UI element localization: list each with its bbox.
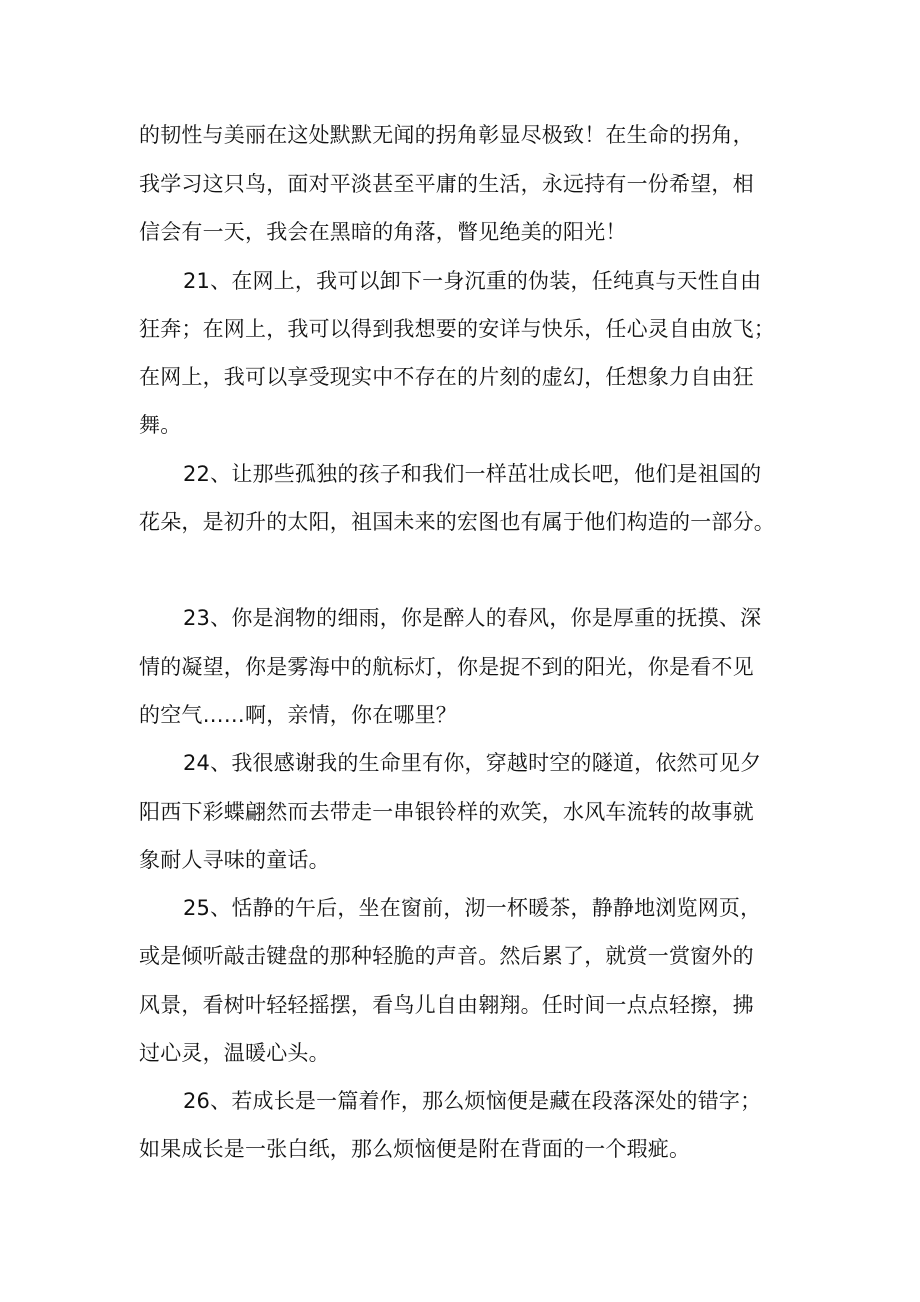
text-line: 或是倾听敲击键盘的那种轻脆的声音。然后累了，就赏一赏窗外的 bbox=[139, 944, 754, 968]
paragraph-25-line: 25、恬静的午后，坐在窗前，沏一杯暖茶，静静地浏览网页， bbox=[183, 896, 762, 920]
paragraph-26-line: 26、若成长是一篇着作，那么烦恼便是藏在段落深处的错字； bbox=[183, 1089, 762, 1113]
paragraph-23-line: 23、你是润物的细雨，你是醉人的春风，你是厚重的抚摸、深 bbox=[183, 606, 762, 630]
text-line: 情的凝望，你是雾海中的航标灯，你是捉不到的阳光，你是看不见 bbox=[139, 655, 754, 679]
paragraph-21-line: 21、在网上，我可以卸下一身沉重的伪装，任纯真与天性自由 bbox=[183, 269, 762, 293]
text-line: 风景，看树叶轻轻摇摆，看鸟儿自由翱翔。任时间一点点轻擦，拂 bbox=[139, 993, 754, 1017]
text-line: 如果成长是一张白纸，那么烦恼便是附在背面的一个瑕疵。 bbox=[139, 1137, 691, 1161]
paragraph-22-line: 22、让那些孤独的孩子和我们一样茁壮成长吧，他们是祖国的 bbox=[183, 462, 762, 486]
text-line: 花朵，是初升的太阳，祖国未来的宏图也有属于他们构造的一部分。 bbox=[139, 510, 775, 534]
text-line: 我学习这只鸟，面对平淡甚至平庸的生活，永远持有一份希望，相 bbox=[139, 172, 754, 196]
text-line: 狂奔；在网上，我可以得到我想要的安详与快乐，任心灵自由放飞； bbox=[139, 317, 775, 341]
text-line: 象耐人寻味的童话。 bbox=[139, 848, 330, 872]
text-line: 的空气……啊，亲情，你在哪里？ bbox=[139, 703, 457, 727]
text-line: 过心灵，温暖心头。 bbox=[139, 1041, 330, 1065]
text-line: 信会有一天，我会在黑暗的角落，瞥见绝美的阳光！ bbox=[139, 220, 627, 244]
text-line: 的韧性与美丽在这处默默无闻的拐角彰显尽极致！在生命的拐角， bbox=[139, 123, 754, 147]
text-line: 阳西下彩蝶翩然而去带走一串银铃样的欢笑，水风车流转的故事就 bbox=[139, 800, 754, 824]
text-line: 舞。 bbox=[139, 413, 182, 437]
text-line: 在网上，我可以享受现实中不存在的片刻的虚幻，任想象力自由狂 bbox=[139, 365, 754, 389]
paragraph-24-line: 24、我很感谢我的生命里有你，穿越时空的隧道，依然可见夕 bbox=[183, 751, 762, 775]
